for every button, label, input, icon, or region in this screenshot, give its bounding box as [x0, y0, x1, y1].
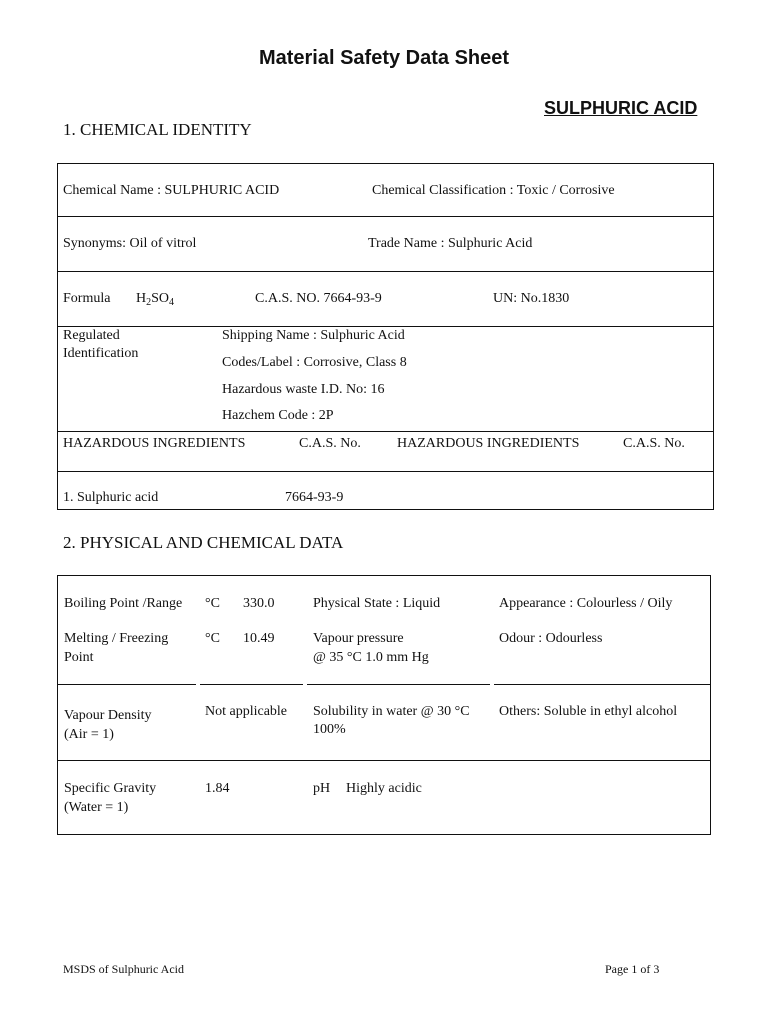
- melting-point-unit: °C: [205, 631, 220, 646]
- table-row-divider: [57, 471, 714, 472]
- formula-label: Formula: [63, 291, 111, 306]
- un-number: UN: No.1830: [493, 291, 570, 306]
- vapour-pressure-line1: Vapour pressure: [313, 631, 404, 646]
- document-title: Material Safety Data Sheet: [258, 47, 510, 69]
- table-row-divider: [57, 431, 714, 432]
- formula-subscript-4: 4: [169, 297, 175, 308]
- regulated-label-line1: Regulated: [63, 328, 120, 343]
- table-row-divider: [57, 216, 714, 217]
- table-row-divider: [307, 684, 490, 685]
- section-2-heading: 2. PHYSICAL AND CHEMICAL DATA: [63, 533, 344, 552]
- ingredient-name: 1. Sulphuric acid: [63, 490, 159, 505]
- melting-point-value: 10.49: [243, 631, 275, 646]
- regulated-label-line2: Identification: [63, 346, 139, 361]
- boiling-point-unit: °C: [205, 596, 220, 611]
- solubility-line2: 100%: [313, 722, 346, 737]
- hazardous-ingredients-header-2: HAZARDOUS INGREDIENTS: [397, 436, 580, 451]
- table-row-divider: [57, 684, 196, 685]
- vapour-density-label-line1: Vapour Density: [64, 708, 152, 723]
- vapour-density-label-line2: (Air = 1): [64, 727, 114, 742]
- chemical-name: Chemical Name : SULPHURIC ACID: [63, 183, 280, 198]
- specific-gravity-label-line2: (Water = 1): [64, 800, 129, 815]
- cas-header-2: C.A.S. No.: [623, 436, 685, 451]
- ph-value: Highly acidic: [346, 781, 422, 796]
- appearance: Appearance : Colourless / Oily: [499, 596, 673, 611]
- table-row-divider: [494, 684, 711, 685]
- trade-name: Trade Name : Sulphuric Acid: [368, 236, 533, 251]
- chemical-classification: Chemical Classification : Toxic / Corrosive: [372, 183, 615, 198]
- table-row-divider: [57, 271, 714, 272]
- cas-header-1: C.A.S. No.: [299, 436, 361, 451]
- boiling-point-value: 330.0: [243, 596, 275, 611]
- boiling-point-label: Boiling Point /Range: [64, 596, 183, 611]
- formula-subscript-2: 2: [146, 297, 152, 308]
- ingredient-cas: 7664-93-9: [285, 490, 344, 505]
- vapour-density-value: Not applicable: [205, 704, 288, 719]
- formula-so: SO: [151, 291, 170, 306]
- formula-h: H: [136, 291, 147, 306]
- formula-value: [136, 290, 174, 309]
- ph-label: pH: [313, 781, 331, 796]
- hazchem-code: Hazchem Code : 2P: [222, 408, 334, 423]
- footer-document-name: MSDS of Sulphuric Acid: [63, 962, 185, 976]
- specific-gravity-label-line1: Specific Gravity: [64, 781, 157, 796]
- table-row-divider: [57, 760, 711, 761]
- cas-number: C.A.S. NO. 7664-93-9: [255, 291, 382, 306]
- vapour-pressure-line2: @ 35 °C 1.0 mm Hg: [313, 650, 429, 665]
- table-row-divider: [200, 684, 303, 685]
- specific-gravity-value: 1.84: [205, 781, 230, 796]
- physical-state: Physical State : Liquid: [313, 596, 441, 611]
- product-title: SULPHURIC ACID: [544, 98, 698, 118]
- melting-point-label-line2: Point: [64, 650, 94, 665]
- odour: Odour : Odourless: [499, 631, 603, 646]
- solubility-line1: Solubility in water @ 30 °C: [313, 704, 470, 719]
- footer-page-number: Page 1 of 3: [605, 962, 660, 976]
- codes-label: Codes/Label : Corrosive, Class 8: [222, 355, 407, 370]
- hazardous-waste-id: Hazardous waste I.D. No: 16: [222, 382, 385, 397]
- melting-point-label-line1: Melting / Freezing: [64, 631, 169, 646]
- shipping-name: Shipping Name : Sulphuric Acid: [222, 328, 405, 343]
- section-1-heading: 1. CHEMICAL IDENTITY: [63, 120, 252, 139]
- synonyms: Synonyms: Oil of vitrol: [63, 236, 197, 251]
- others: Others: Soluble in ethyl alcohol: [499, 704, 678, 719]
- hazardous-ingredients-header-1: HAZARDOUS INGREDIENTS: [63, 436, 246, 451]
